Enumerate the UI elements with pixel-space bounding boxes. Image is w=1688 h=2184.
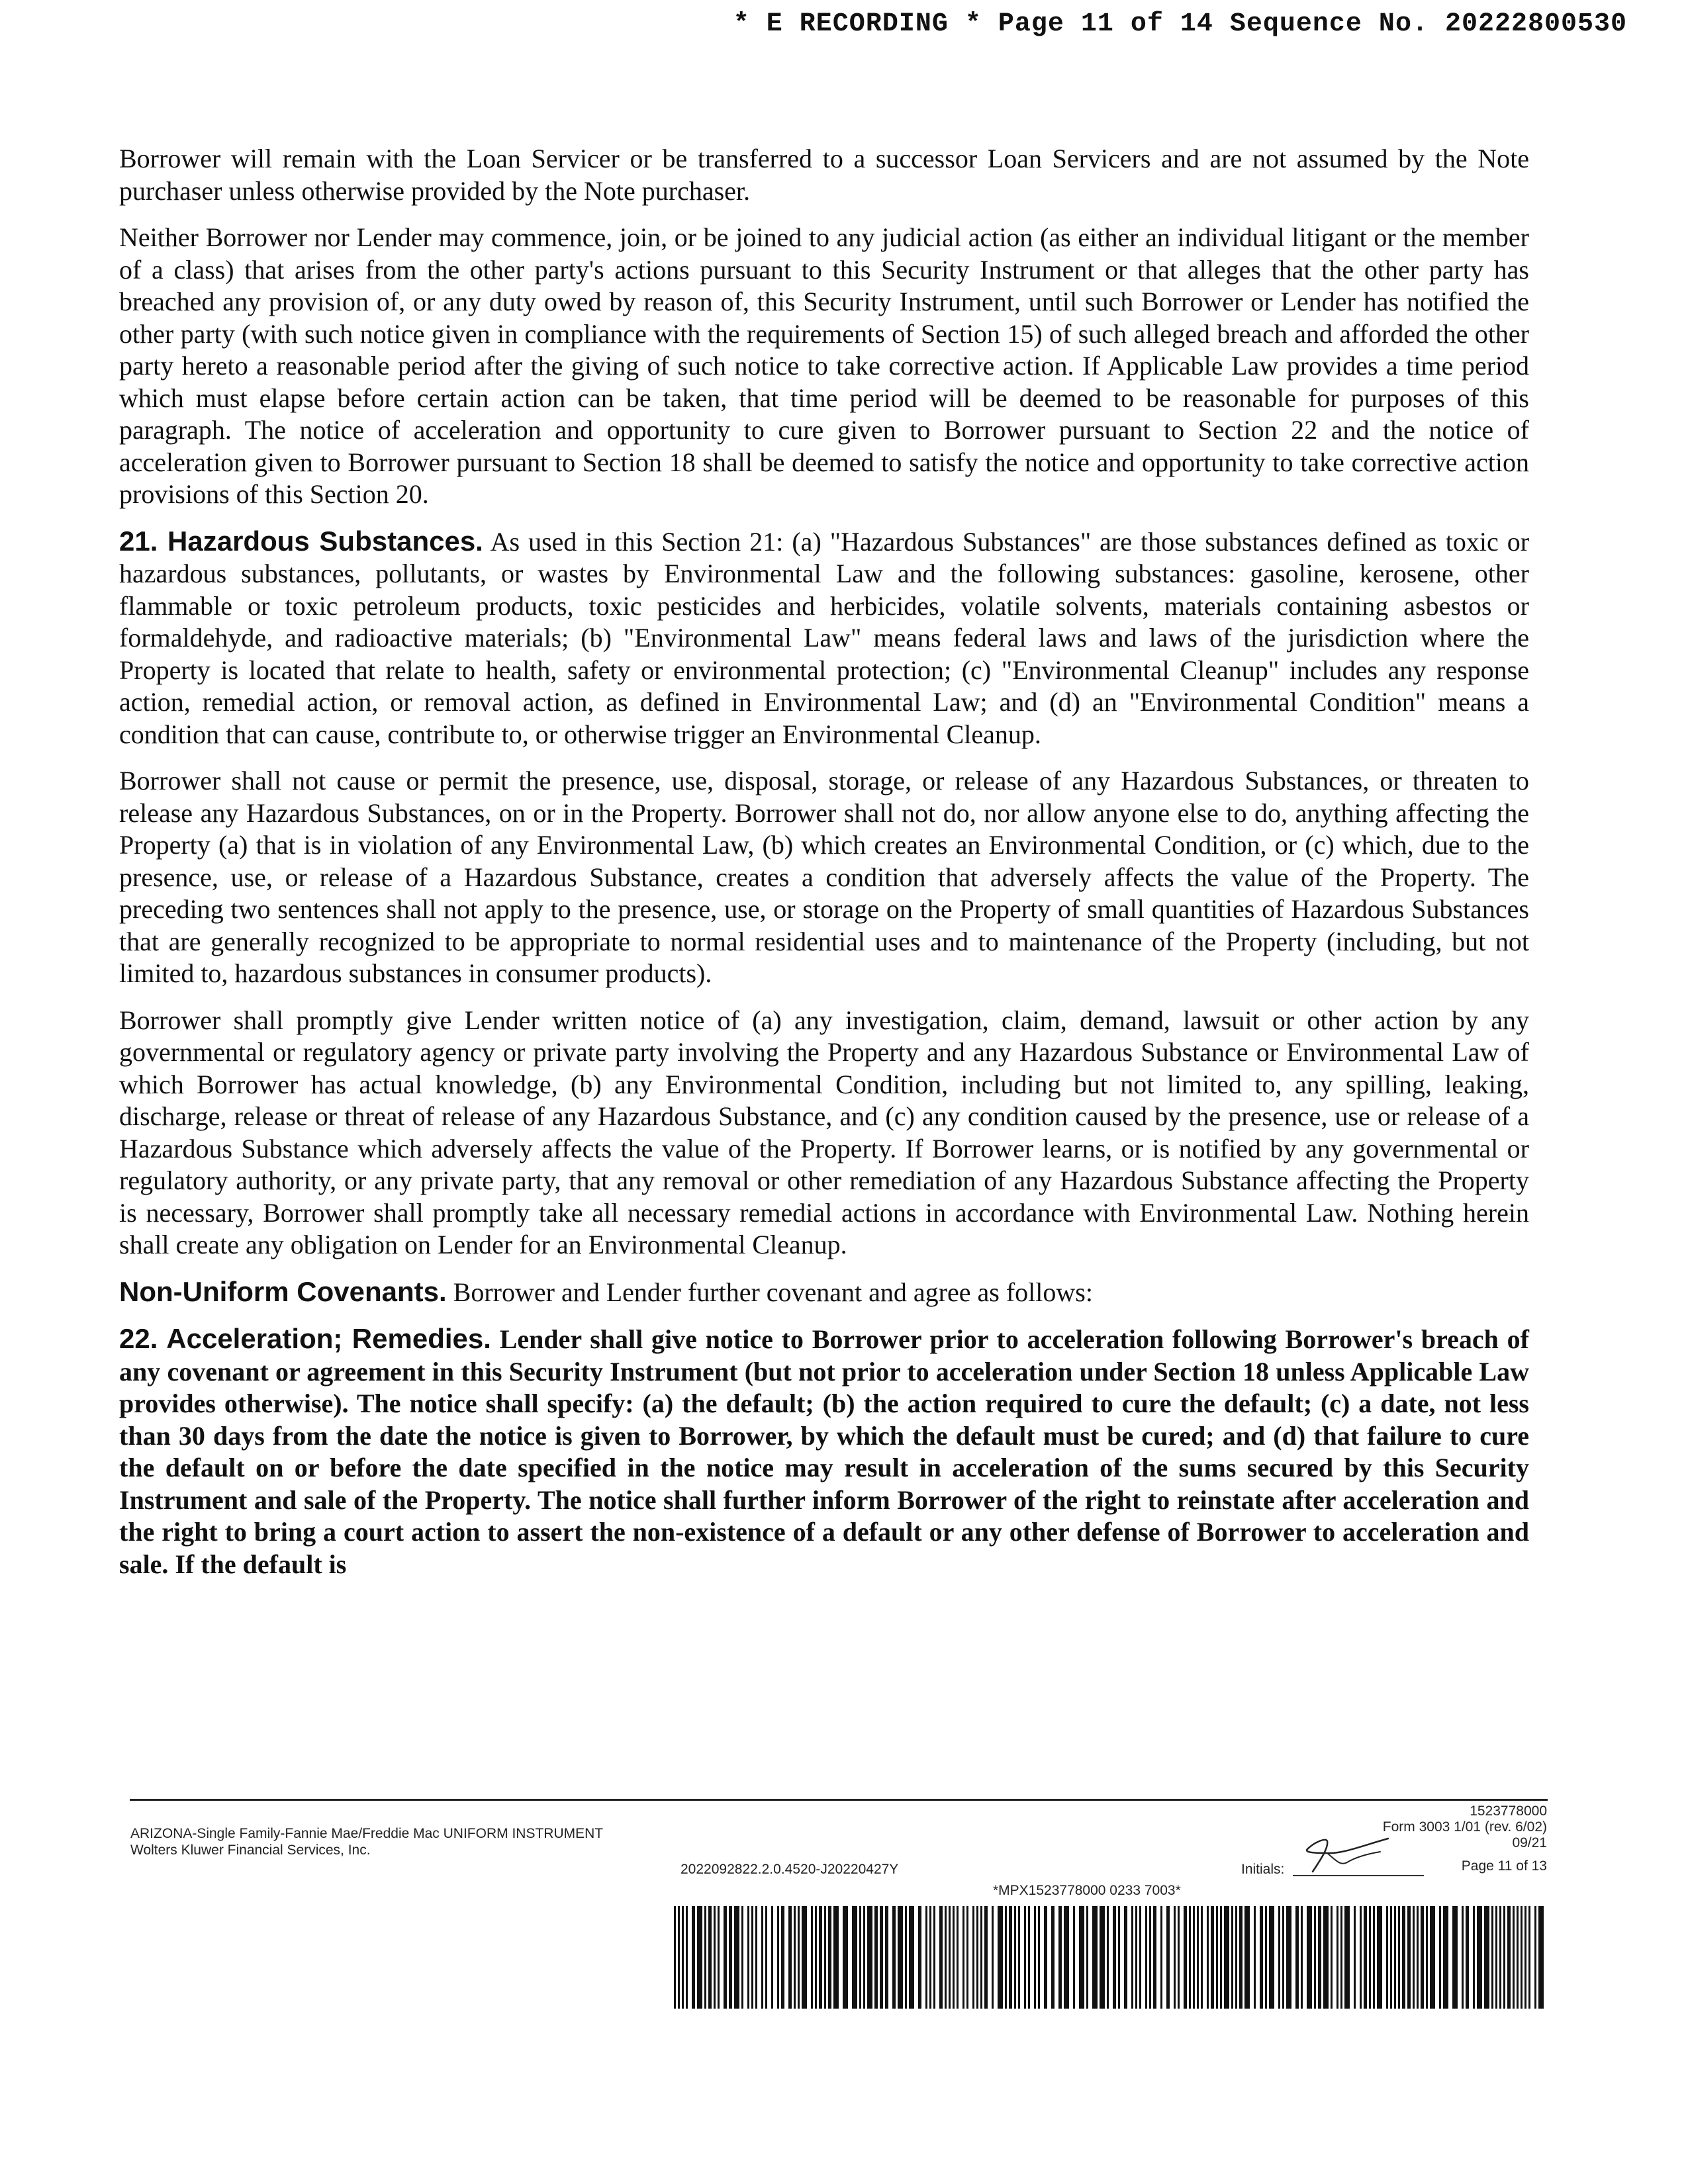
barcode-bar <box>859 1906 861 2009</box>
barcode-bar <box>1354 1906 1356 2009</box>
barcode-bar <box>1452 1906 1458 2009</box>
barcode-bar <box>781 1906 784 2009</box>
barcode-bar <box>1235 1906 1237 2009</box>
barcode-bar <box>1417 1906 1419 2009</box>
barcode <box>674 1906 1546 2009</box>
page-number: Page 11 of 13 <box>1461 1858 1547 1874</box>
barcode-bar <box>692 1906 695 2009</box>
barcode-bar <box>1369 1906 1371 2009</box>
barcode-bar <box>1220 1906 1222 2009</box>
barcode-bar <box>905 1906 907 2009</box>
barcode-bar <box>761 1906 763 2009</box>
barcode-bar <box>1344 1906 1350 2009</box>
barcode-bar <box>1517 1906 1519 2009</box>
barcode-bar <box>1184 1906 1187 2009</box>
barcode-bar <box>957 1906 959 2009</box>
barcode-bar <box>1307 1906 1312 2009</box>
publisher: Wolters Kluwer Financial Services, Inc. <box>130 1843 371 1858</box>
recording-header: * E RECORDING * Page 11 of 14 Sequence No. 20222800530 <box>733 9 1627 39</box>
barcode-bar <box>833 1906 839 2009</box>
barcode-bar <box>734 1906 739 2009</box>
barcode-bar <box>1301 1906 1303 2009</box>
barcode-bar <box>992 1906 994 2009</box>
barcode-bar <box>1439 1906 1441 2009</box>
barcode-bar <box>1331 1906 1333 2009</box>
barcode-bar <box>1323 1906 1329 2009</box>
barcode-bar <box>1360 1906 1362 2009</box>
barcode-bar <box>1224 1906 1229 2009</box>
barcode-bar <box>843 1906 848 2009</box>
barcode-bar <box>1178 1906 1180 2009</box>
barcode-bar <box>729 1906 732 2009</box>
barcode-caption: *MPX1523778000 0233 7003* <box>993 1883 1181 1898</box>
barcode-bar <box>1107 1906 1109 2009</box>
barcode-bar <box>1443 1906 1448 2009</box>
barcode-bar <box>1314 1906 1316 2009</box>
revision-date: 09/21 <box>1512 1835 1547 1850</box>
barcode-bar <box>949 1906 951 2009</box>
barcode-bar <box>939 1906 943 2009</box>
barcode-bar <box>972 1906 974 2009</box>
barcode-bar <box>1211 1906 1214 2009</box>
barcode-bar <box>918 1906 921 2009</box>
barcode-bar <box>1028 1906 1030 2009</box>
barcode-bar <box>708 1906 712 2009</box>
barcode-bar <box>1207 1906 1209 2009</box>
barcode-bar <box>1538 1906 1544 2009</box>
barcode-bar <box>1009 1906 1012 2009</box>
barcode-bar <box>1197 1906 1199 2009</box>
barcode-bar <box>1014 1906 1016 2009</box>
barcode-bar <box>1174 1906 1176 2009</box>
barcode-bar <box>1113 1906 1116 2009</box>
section-21-heading: 21. Hazardous Substances. <box>119 525 483 557</box>
non-uniform-covenants <box>119 1276 1529 1309</box>
barcode-bar <box>925 1906 927 2009</box>
barcode-bar <box>1462 1906 1464 2009</box>
document-body <box>119 143 1529 1595</box>
barcode-bar <box>1473 1906 1475 2009</box>
paragraph-loan-servicer: Borrower will remain with the Loan Servicer or be transferred to a successor Loan Servicers and are not assumed by the Note purchaser unless otherwise provided by the Note purchaser. <box>119 144 1529 206</box>
barcode-bar <box>1390 1906 1392 2009</box>
barcode-bar <box>1051 1906 1055 2009</box>
barcode-bar <box>1073 1906 1075 2009</box>
form-id: Form 3003 1/01 (rev. 6/02) <box>1382 1819 1547 1835</box>
barcode-bar <box>1005 1906 1007 2009</box>
barcode-bar <box>765 1906 767 2009</box>
barcode-bar <box>755 1906 757 2009</box>
barcode-bar <box>678 1906 680 2009</box>
barcode-bar <box>1373 1906 1375 2009</box>
barcode-bar <box>741 1906 743 2009</box>
barcode-bar <box>1166 1906 1170 2009</box>
barcode-bar <box>686 1906 688 2009</box>
paragraph-judicial-action: Neither Borrower nor Lender may commence, join, or be joined to any judicial action (as either an individual litigant or the member of a class) that arises from the other party's actions pursuant to this Security Instrument or that alleges that the other party has breached any provision of, or any duty owed by reason of, this Security Instrument, until such Borrower or Lender has notified the other party (with such notice given in compliance with the requirements of Section 15) of such alleged breach and afforded the other party hereto a reasonable period after the giving of such notice to take corrective action. If Applicable Law provides a time period which must elapse before certain action can be taken, that time period will be deemed to be reasonable for purposes of this paragraph. The notice of acceleration and opportunity to cure given to Borrower pursuant to Section 22 and the notice of acceleration given to Borrower pursuant to Section 18 shall be deemed to satisfy the notice and opportunity to take corrective action provisions of this Section 20. <box>119 222 1529 509</box>
barcode-bar <box>828 1906 831 2009</box>
barcode-bar <box>966 1906 968 2009</box>
barcode-bar <box>1286 1906 1291 2009</box>
barcode-bar <box>852 1906 857 2009</box>
barcode-bar <box>1495 1906 1497 2009</box>
barcode-bar <box>1394 1906 1396 2009</box>
barcode-bar <box>1135 1906 1137 2009</box>
barcode-bar <box>1018 1906 1020 2009</box>
barcode-bar <box>777 1906 779 2009</box>
barcode-bar <box>724 1906 727 2009</box>
barcode-bar <box>1407 1906 1411 2009</box>
footer-divider <box>130 1799 1548 1801</box>
barcode-bar <box>980 1906 982 2009</box>
section-21-text: As used in this Section 21: (a) "Hazardous Substances" are those substances defined as toxic or hazardous substances, pollutants, or wastes by Environmental Law and the following substances: gasoline, kerosene, other flammable or toxic petroleum products, toxic pesticides and herbicides, volatile solvents, materials containing asbestos or formaldehyde, and radioactive materials; (b) "Environmental Law" means federal laws and laws of the jurisdiction where the Property is located that relate to health, safety or environmental protection; (c) "Environmental Cleanup" includes any response action, remedial action, or removal action, as defined in Environmental Law; and (d) an "Environmental Condition" means a condition that can cause, contribute to, or otherwise trigger an Environmental Cleanup. <box>119 526 1530 749</box>
barcode-bar <box>1499 1906 1501 2009</box>
barcode-bar <box>1160 1906 1162 2009</box>
barcode-bar <box>788 1906 792 2009</box>
barcode-bar <box>1038 1906 1040 2009</box>
barcode-bar <box>953 1906 955 2009</box>
barcode-bar <box>1534 1906 1536 2009</box>
barcode-bar <box>867 1906 872 2009</box>
barcode-bar <box>798 1906 800 2009</box>
form-title: ARIZONA-Single Family-Fannie Mae/Freddie Mac UNIFORM INSTRUMENT <box>130 1826 604 1841</box>
non-uniform-heading: Non-Uniform Covenants. <box>119 1275 447 1307</box>
barcode-bar <box>1145 1906 1147 2009</box>
barcode-bar <box>824 1906 826 2009</box>
barcode-bar <box>1092 1906 1098 2009</box>
barcode-bar <box>1430 1906 1435 2009</box>
barcode-bar <box>1477 1906 1482 2009</box>
barcode-bar <box>1282 1906 1284 2009</box>
barcode-bar <box>1139 1906 1141 2009</box>
barcode-bar <box>1265 1906 1267 2009</box>
barcode-bar <box>714 1906 716 2009</box>
barcode-bar <box>1086 1906 1088 2009</box>
section-22-heading: 22. Acceleration; Remedies. <box>119 1323 491 1354</box>
initials-signature <box>1301 1833 1393 1880</box>
barcode-bar <box>1503 1906 1505 2009</box>
barcode-bar <box>863 1906 865 2009</box>
barcode-bar <box>1507 1906 1511 2009</box>
barcode-bar <box>802 1906 807 2009</box>
barcode-bar <box>1421 1906 1424 2009</box>
barcode-bar <box>1524 1906 1526 2009</box>
barcode-bar <box>1079 1906 1084 2009</box>
barcode-bar <box>1149 1906 1151 2009</box>
barcode-bar <box>1413 1906 1415 2009</box>
barcode-bar <box>718 1906 720 2009</box>
barcode-bar <box>984 1906 988 2009</box>
barcode-bar <box>697 1906 702 2009</box>
barcode-bar <box>815 1906 817 2009</box>
loan-number: 1523778000 <box>1470 1803 1547 1819</box>
barcode-bar <box>747 1906 749 2009</box>
barcode-bar <box>794 1906 796 2009</box>
barcode-bar <box>1377 1906 1382 2009</box>
barcode-bar <box>1260 1906 1263 2009</box>
barcode-bar <box>892 1906 896 2009</box>
barcode-bar <box>1528 1906 1530 2009</box>
non-uniform-text: Borrower and Lender further covenant and agree as follows: <box>453 1277 1093 1307</box>
barcode-bar <box>1254 1906 1256 2009</box>
barcode-bar <box>1426 1906 1428 2009</box>
barcode-bar <box>898 1906 903 2009</box>
barcode-bar <box>1336 1906 1338 2009</box>
barcode-bar <box>1340 1906 1342 2009</box>
barcode-bar <box>1131 1906 1133 2009</box>
doc-code: 2022092822.2.0.4520-J20220427Y <box>680 1862 899 1877</box>
barcode-bar <box>819 1906 822 2009</box>
barcode-bar <box>811 1906 813 2009</box>
barcode-bar <box>1124 1906 1127 2009</box>
barcode-bar <box>674 1906 676 2009</box>
barcode-bar <box>1034 1906 1036 2009</box>
initials-label: Initials: <box>1241 1862 1285 1877</box>
barcode-bar <box>1118 1906 1120 2009</box>
barcode-bar <box>1231 1906 1233 2009</box>
barcode-bar <box>1318 1906 1321 2009</box>
barcode-bar <box>751 1906 753 2009</box>
barcode-bar <box>929 1906 931 2009</box>
barcode-bar <box>1100 1906 1105 2009</box>
barcode-bar <box>1044 1906 1047 2009</box>
barcode-bar <box>1153 1906 1156 2009</box>
barcode-bar <box>1201 1906 1203 2009</box>
paragraph-hazardous-use: Borrower shall not cause or permit the presence, use, disposal, storage, or release of any Hazardous Substances, or threaten to release any Hazardous Substances, on or in the Property. Borrower shall not do, nor allow anyone else to do, anything affecting the Property (a) that is in violation of any Environmental Law, (b) which creates an Environmental Condition, or (c) which, due to the presence, use, or release of a Hazardous Substance, creates a condition that adversely affects the value of the Property. The preceding two sentences shall not apply to the presence, use, or storage on the Property of small quantities of Hazardous Substances that are generally recognized to be appropriate to normal residential uses and to maintenance of the Property (including, but not limited to, hazardous substances in consumer products). <box>119 766 1529 988</box>
barcode-bar <box>1269 1906 1274 2009</box>
barcode-bar <box>771 1906 773 2009</box>
section-21 <box>119 525 1529 751</box>
barcode-bar <box>1521 1906 1523 2009</box>
barcode-bar <box>962 1906 964 2009</box>
barcode-bar <box>1244 1906 1250 2009</box>
barcode-bar <box>1058 1906 1062 2009</box>
barcode-bar <box>1189 1906 1191 2009</box>
paragraph-written-notice: Borrower shall promptly give Lender written notice of (a) any investigation, claim, demand, lawsuit or other action by any governmental or regulatory agency or private party involving the Property and any Hazardous Substance or Environmental Law of which Borrower has actual knowledge, (b) any Environmental Condition, including but not limited to, any spilling, leaking, discharge, release or threat of release of any Hazardous Substance, and (c) any condition caused by the presence, use or release of a Hazardous Substance which adversely affects the value of the Property. If Borrower learns, or is notified by any governmental or regulatory authority, or any private party, that any removal or other remediation of any Hazardous Substance affecting the Property is necessary, Borrower shall promptly take all necessary remedial actions in accordance with Environmental Law. Nothing herein shall create any obligation on Lender for an Environmental Cleanup. <box>119 1005 1529 1259</box>
barcode-bar <box>1402 1906 1405 2009</box>
barcode-bar <box>1024 1906 1026 2009</box>
barcode-bar <box>1295 1906 1299 2009</box>
barcode-bar <box>1491 1906 1493 2009</box>
barcode-bar <box>1364 1906 1367 2009</box>
barcode-bar <box>1466 1906 1469 2009</box>
barcode-bar <box>909 1906 914 2009</box>
barcode-bar <box>1239 1906 1243 2009</box>
barcode-bar <box>1398 1906 1400 2009</box>
barcode-bar <box>1386 1906 1388 2009</box>
barcode-bar <box>976 1906 978 2009</box>
barcode-bar <box>1513 1906 1515 2009</box>
barcode-bar <box>682 1906 684 2009</box>
section-22 <box>119 1323 1529 1580</box>
barcode-bar <box>945 1906 947 2009</box>
barcode-bar <box>1193 1906 1195 2009</box>
barcode-bar <box>874 1906 878 2009</box>
barcode-bar <box>933 1906 935 2009</box>
barcode-bar <box>704 1906 706 2009</box>
barcode-bar <box>1484 1906 1489 2009</box>
section-22-text: Lender shall give notice to Borrower prior to acceleration following Borrower's breach of any covenant or agreement in this Security Instrument (but not prior to acceleration under Section 18 unless Applicable Law provides otherwise). The notice shall specify: (a) the default; (b) the action required to cure the default; (c) a date, not less than 30 days from the date the notice is given to Borrower, by which the default must be cured; and (d) that failure to cure the default on or before the date specified in the notice may result in acceleration of the sums secured by this Security Instrument and sale of the Property. The notice shall further inform Borrower of the right to reinstate after acceleration and the right to bring a court action to assert the non-existence of a default or any other defense of Borrower to acceleration and sale. If the default is <box>119 1324 1530 1579</box>
barcode-bar <box>998 1906 1003 2009</box>
barcode-bar <box>1278 1906 1280 2009</box>
barcode-bar <box>885 1906 888 2009</box>
barcode-bar <box>880 1906 883 2009</box>
barcode-bar <box>1216 1906 1218 2009</box>
barcode-bar <box>1064 1906 1069 2009</box>
